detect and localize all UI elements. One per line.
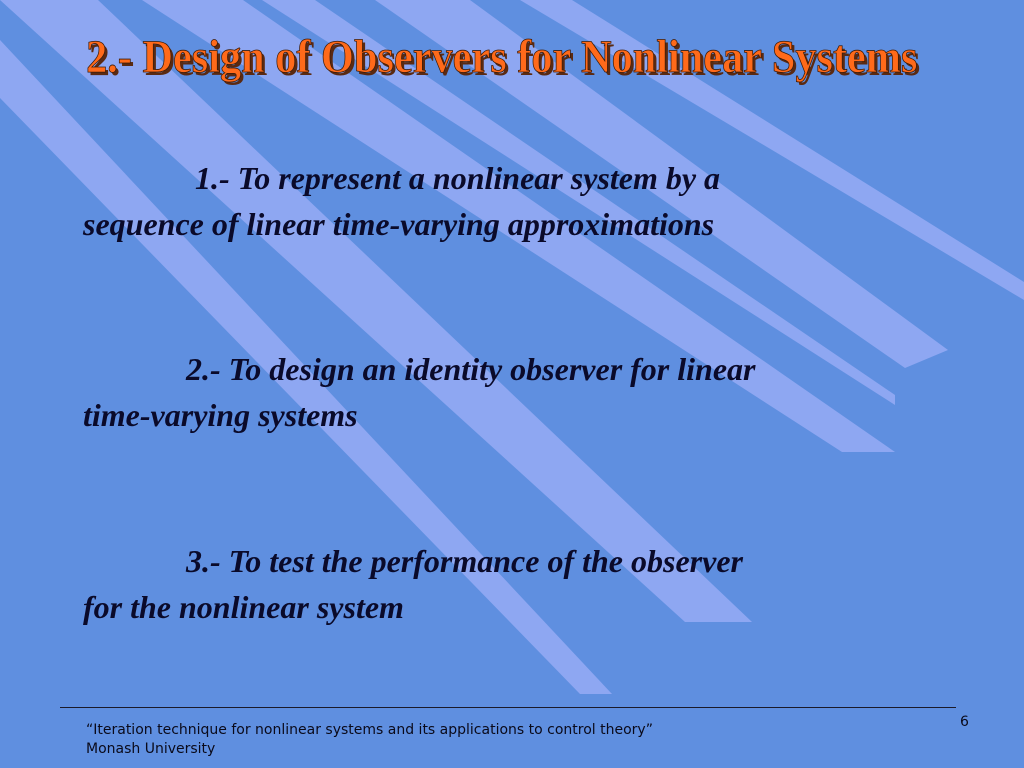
- footer-citation: [86, 721, 653, 759]
- objective-point-1-line-2: sequence of linear time-varying approximations: [83, 206, 715, 242]
- objective-point-1-line-1: 1.- To represent a nonlinear system by a: [195, 160, 721, 196]
- objective-point-2-line-2: time-varying systems: [83, 397, 358, 433]
- footer-divider: [60, 707, 956, 708]
- objective-point-3-line-2: for the nonlinear system: [83, 589, 404, 625]
- footer-institution: Monash University: [86, 741, 216, 757]
- objective-point-2: [83, 346, 913, 438]
- objective-point-2-line-1: 2.- To design an identity observer for linear: [186, 351, 756, 387]
- slide-title: 2.- Design of Observers for Nonlinear Systems: [86, 31, 918, 83]
- page-number: 6: [960, 714, 969, 730]
- objective-point-3: [83, 538, 913, 630]
- footer-title: “Iteration technique for nonlinear systems and its applications to control theory”: [86, 722, 653, 738]
- objective-point-1: [83, 155, 913, 247]
- objective-point-3-line-1: 3.- To test the performance of the observer: [186, 543, 743, 579]
